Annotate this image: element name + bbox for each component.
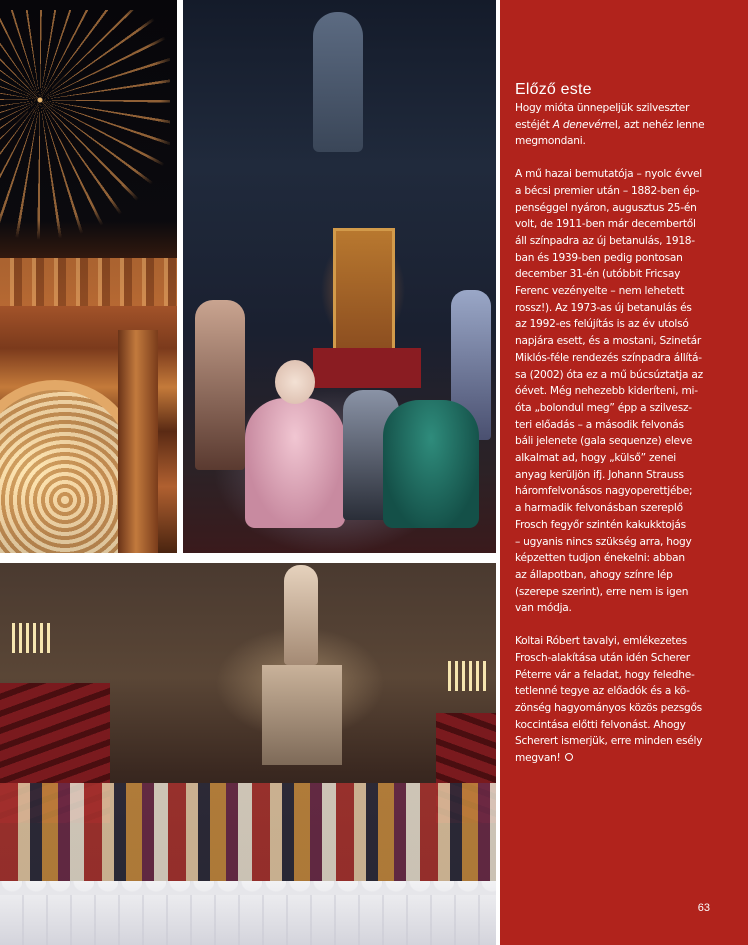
paragraph-line: Scherert ismerjük, erre minden esély <box>515 735 703 748</box>
paragraph-line: van módja. <box>515 602 572 615</box>
stage-figure-left-graphic <box>195 300 245 470</box>
article-title: Előző este <box>515 81 592 98</box>
article-column <box>500 0 748 945</box>
paragraph-line: az 1992-es felújítás is az év utolsó <box>515 318 689 331</box>
paragraph-line: koccintása előtti felvonást. Ahogy <box>515 718 686 731</box>
text-run: estéjét <box>515 118 553 131</box>
paragraph-line: megvan! <box>515 750 738 767</box>
paragraph-line: ban és 1939-ben pedig pontosan <box>515 251 683 264</box>
building-cornice-graphic <box>0 258 177 306</box>
photo-stage-scene <box>183 0 496 553</box>
paragraph-line: sa (2002) óta ez a mű búcsúztatja az <box>515 368 703 381</box>
paragraph-line: a harmadik felvonásban szereplő <box>515 502 683 515</box>
paragraph-line: képzetten tudjon énekelni: abban <box>515 552 685 565</box>
paragraph-line: teri előadás – a második felvonás <box>515 418 684 431</box>
photo-theatre-fireworks <box>0 0 177 553</box>
paragraph-line: óévet. Még nehezebb kideríteni, mi- <box>515 385 698 398</box>
performer-green-dress-graphic <box>383 400 479 528</box>
paragraph-line: penséggel nyáron, augusztus 25-én <box>515 201 697 214</box>
paragraph-line: rossz!). Az 1973-as új betanulás és <box>515 301 692 314</box>
paragraph-line: Péterre vár a feladat, hogy feledhe- <box>515 668 695 681</box>
performer-pink-dress-graphic <box>245 398 345 528</box>
banquet-tablecloth-graphic <box>0 881 496 945</box>
paragraph-line: – ugyanis nincs szükség arra, hogy <box>515 535 692 548</box>
paragraph-line: Ferenc vezényelte – nem lehetett <box>515 285 685 298</box>
article-paragraph-3 <box>515 633 738 767</box>
paragraph-line: báli jelenete (gala sequenze) eleve <box>515 435 693 448</box>
paragraph-line: A mű hazai bemutatója – nyolc évvel <box>515 168 702 181</box>
page-number: 63 <box>697 902 710 914</box>
paragraph-line: zönség hagyományos közös pezsgős <box>515 701 702 714</box>
end-mark-icon <box>565 753 573 761</box>
paragraph-line: a bécsi premier után – 1882-ben ép- <box>515 184 700 197</box>
banquet-fountain-statue-graphic <box>284 565 318 665</box>
paragraph-line: december 31-én (utóbbit Fricsay <box>515 268 681 281</box>
performer-pink-head-graphic <box>275 360 315 404</box>
paragraph-line: tetlenné tegye az előadók és a kö- <box>515 685 690 698</box>
banquet-candelabra-left-graphic <box>12 623 52 653</box>
italic-title: A denevér <box>552 118 605 131</box>
photo-banquet-scene <box>0 563 496 945</box>
paragraph-line: áll színpadra az új betanulás, 1918- <box>515 234 695 247</box>
paragraph-line: az állapotban, ahogy színre lép <box>515 568 673 581</box>
paragraph-line: anyag kerüljön ifj. Johann Strauss <box>515 468 684 481</box>
paragraph-line: napjára esett, és a mostani, Szinetár <box>515 335 702 348</box>
paragraph-line: Hogy mióta ünnepeljük szilveszter <box>515 102 690 114</box>
fireworks-graphic <box>0 10 170 240</box>
building-column-graphic <box>118 330 158 553</box>
stage-platform-graphic <box>313 348 421 388</box>
article-paragraph-1 <box>515 100 738 150</box>
paragraph-line: háromfelvonásos nagyoperettjébe; <box>515 485 693 498</box>
paragraph-line <box>515 117 738 134</box>
text-run: rel, azt nehéz lenne <box>604 118 705 131</box>
paragraph-line: Frosch-alakítása után idén Scherer <box>515 651 690 664</box>
banquet-candelabra-right-graphic <box>448 661 488 691</box>
paragraph-line: (szerepe szerint), erre nem is igen <box>515 585 689 598</box>
stage-statue-graphic <box>313 12 363 152</box>
paragraph-line: Frosch fegyőr szintén kakukktojás <box>515 518 686 531</box>
paragraph-line: Koltai Róbert tavalyi, emlékezetes <box>515 635 687 648</box>
article-paragraph-2 <box>515 166 738 617</box>
banquet-chorus-graphic <box>0 783 496 893</box>
paragraph-line: Miklós-féle rendezés színpadra állítá- <box>515 351 702 364</box>
stage-lantern-graphic <box>333 228 395 358</box>
paragraph-line: volt, de 1911-ben már decembertől <box>515 218 696 231</box>
banquet-fountain-base-graphic <box>262 665 342 765</box>
paragraph-line: megmondani. <box>515 135 586 148</box>
paragraph-line: alkalmat ad, hogy „külső” zenei <box>515 452 676 465</box>
paragraph-line: óta „bolondul meg” épp a szilvesz- <box>515 401 692 414</box>
